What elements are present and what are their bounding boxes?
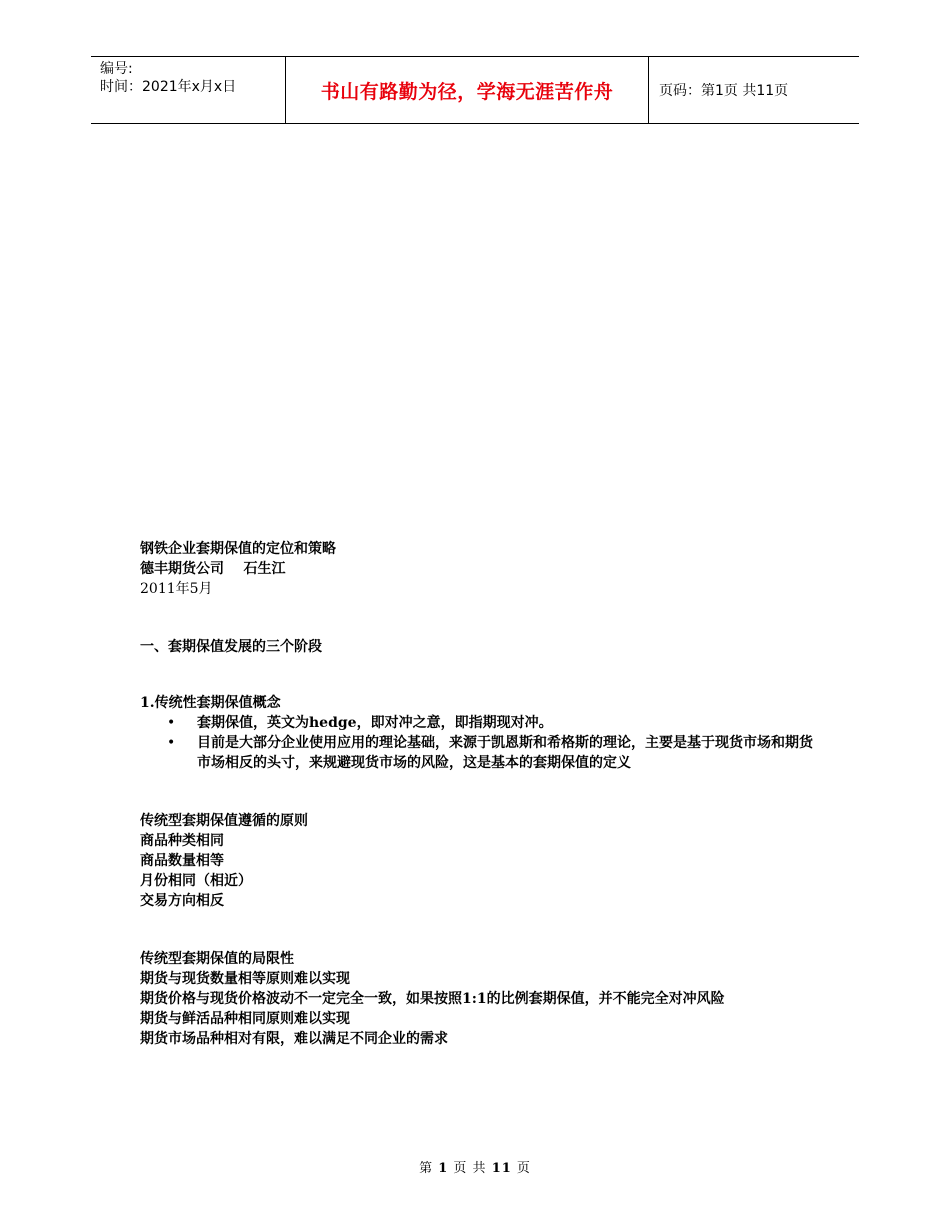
document-author: 德丰期货公司 石生江 xyxy=(140,561,286,577)
principle-item: 交易方向相反 xyxy=(140,893,224,909)
subsection-heading: 1.传统性套期保值概念 xyxy=(140,695,281,711)
principle-item: 月份相同（相近） xyxy=(140,873,252,889)
limit-item: 期货与鲜活品种相同原则难以实现 xyxy=(140,1011,350,1027)
principle-item: 商品数量相等 xyxy=(140,853,224,869)
limits-heading: 传统型套期保值的局限性 xyxy=(140,951,294,967)
document-title: 钢铁企业套期保值的定位和策略 xyxy=(140,541,336,557)
footer-middle: 页 共 xyxy=(453,1161,487,1176)
time-label: 时间：2021年x月x日 xyxy=(100,79,237,95)
bullet-icon: • xyxy=(167,735,176,751)
list-item: • 目前是大部分企业使用应用的理论基础，来源于凯恩斯和希格斯的理论，主要是基于现货市场和期货市场相反的头寸，来规避现货市场的风险，这是基本的套期保值的定义 xyxy=(167,735,813,771)
limit-item: 期货与现货数量相等原则难以实现 xyxy=(140,971,350,987)
principle-item: 商品种类相同 xyxy=(140,833,224,849)
list-item: • 套期保值，英文为hedge，即对冲之意，即指期现对冲。 xyxy=(167,715,553,731)
limit-item: 期货价格与现货价格波动不一定完全一致，如果按照1:1的比例套期保值，并不能完全对冲风险 xyxy=(140,991,725,1007)
limit-item: 期货市场品种相对有限，难以满足不同企业的需求 xyxy=(140,1031,448,1047)
document-date: 2011年5月 xyxy=(140,581,213,597)
footer-total-pages: 11 xyxy=(491,1161,512,1176)
section-heading: 一、套期保值发展的三个阶段 xyxy=(140,639,322,655)
page-header xyxy=(91,56,859,124)
footer-prefix: 第 xyxy=(419,1161,434,1176)
footer-page-number: 1 xyxy=(438,1161,449,1176)
header-motto: 书山有路勤为径，学海无涯苦作舟 xyxy=(286,57,649,123)
document-body xyxy=(140,539,820,1049)
header-meta-cell xyxy=(91,57,286,123)
definition-list xyxy=(140,713,820,773)
bullet-icon: • xyxy=(167,715,176,731)
header-page-info: 页码：第1页 共11页 xyxy=(659,83,789,99)
footer-suffix: 页 xyxy=(516,1161,531,1176)
serial-number-label: 编号: xyxy=(100,61,133,77)
page-footer xyxy=(0,1157,950,1176)
principles-heading: 传统型套期保值遵循的原则 xyxy=(140,813,308,829)
